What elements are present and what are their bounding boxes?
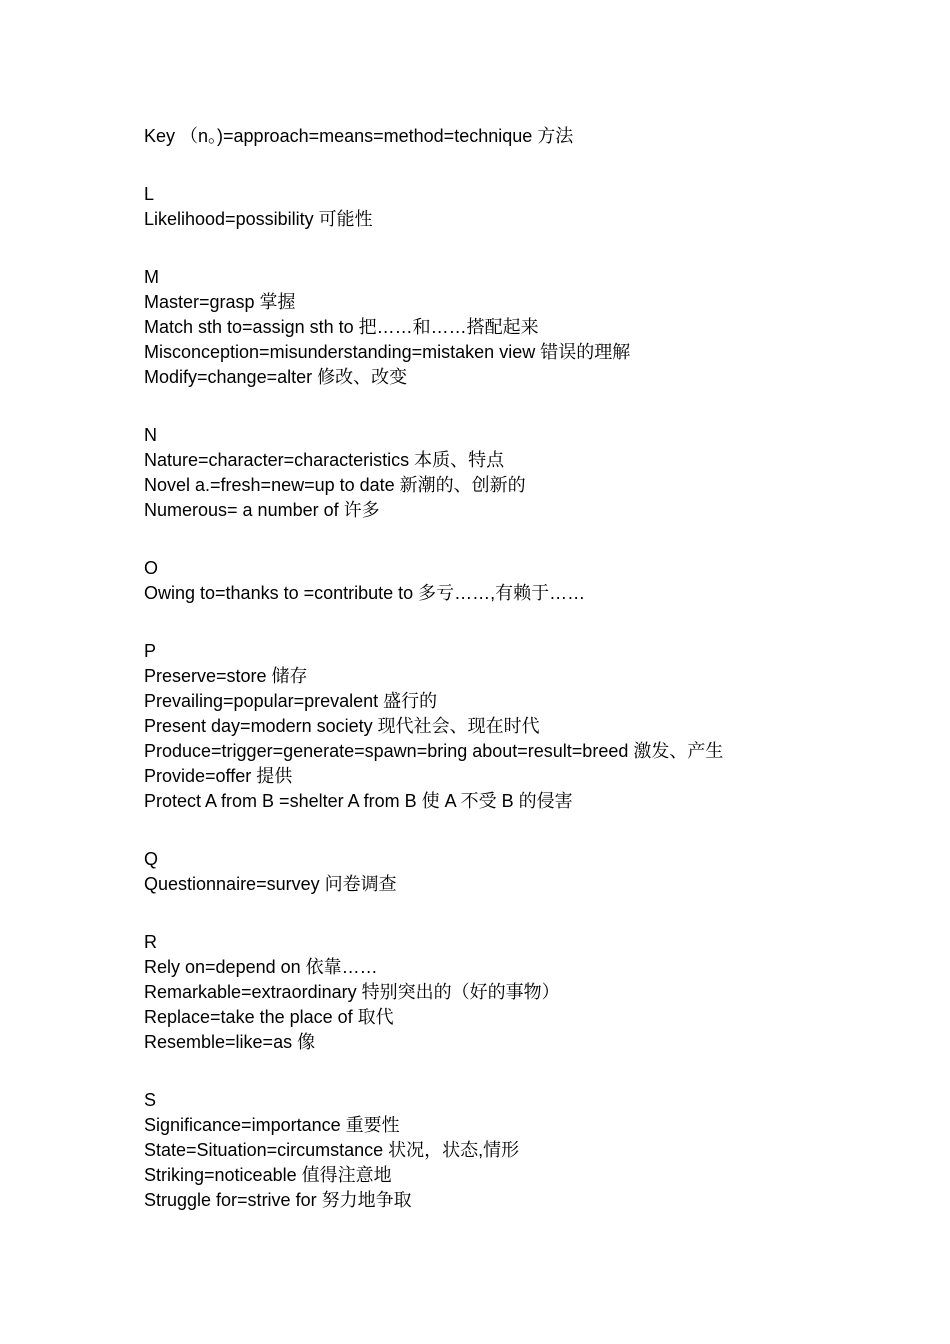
section-n [144,423,904,523]
section-spacer [144,390,904,423]
section-o [144,556,904,606]
vocab-entry: Preserve=store 储存 [144,666,308,686]
section-letter: S [144,1090,157,1110]
section-letter: P [144,641,157,661]
section-letter: M [144,267,159,287]
vocab-entry: Nature=character=characteristics 本质、特点 [144,450,505,470]
vocab-entry: Modify=change=alter 修改、改变 [144,367,408,387]
vocab-entry: Resemble=like=as 像 [144,1032,316,1052]
vocab-entry: Protect A from B =shelter A from B 使 A 不受 B 的侵害 [144,791,573,811]
section-l [144,182,904,232]
document-page [144,124,904,1213]
section-m [144,265,904,390]
vocab-entry: Novel a.=fresh=new=up to date 新潮的、创新的 [144,475,526,495]
section-letter: Q [144,849,159,869]
section-q [144,847,904,897]
vocab-entry: Provide=offer 提供 [144,766,293,786]
section-spacer [144,232,904,265]
vocab-entry: Prevailing=popular=prevalent 盛行的 [144,691,438,711]
vocab-entry: Owing to=thanks to =contribute to 多亏……,有赖于…… [144,583,586,603]
section-spacer [144,523,904,556]
vocab-entry: Questionnaire=survey 问卷调查 [144,874,397,894]
vocab-entry: Rely on=depend on 依靠…… [144,957,378,977]
vocab-entry: Match sth to=assign sth to 把……和……搭配起来 [144,317,539,337]
section-s [144,1088,904,1213]
vocab-entry: Produce=trigger=generate=spawn=bring about=result=breed 激发、产生 [144,741,724,761]
vocab-entry: Striking=noticeable 值得注意地 [144,1165,392,1185]
vocab-entry: Struggle for=strive for 努力地争取 [144,1190,412,1210]
vocab-entry: Misconception=misunderstanding=mistaken view 错误的理解 [144,342,631,362]
intro-line: Key （n。)=approach=means=method=technique 方法 [144,126,574,146]
section-spacer [144,1055,904,1088]
section-spacer [144,897,904,930]
section-spacer [144,814,904,847]
vocab-entry: Master=grasp 掌握 [144,292,296,312]
section-letter: N [144,425,157,445]
section-p [144,639,904,814]
vocab-entry: Remarkable=extraordinary 特别突出的（好的事物） [144,982,560,1002]
vocab-entry: State=Situation=circumstance 状况，状态,情形 [144,1140,520,1160]
section-spacer [144,606,904,639]
section-letter: L [144,184,155,204]
section-letter: O [144,558,159,578]
vocab-entry: Likelihood=possibility 可能性 [144,209,373,229]
vocab-entry: Present day=modern society 现代社会、现在时代 [144,716,540,736]
vocab-entry: Significance=importance 重要性 [144,1115,400,1135]
section-letter: R [144,932,157,952]
vocab-entry: Numerous= a number of 许多 [144,500,380,520]
vocab-entry: Replace=take the place of 取代 [144,1007,394,1027]
section-r [144,930,904,1055]
